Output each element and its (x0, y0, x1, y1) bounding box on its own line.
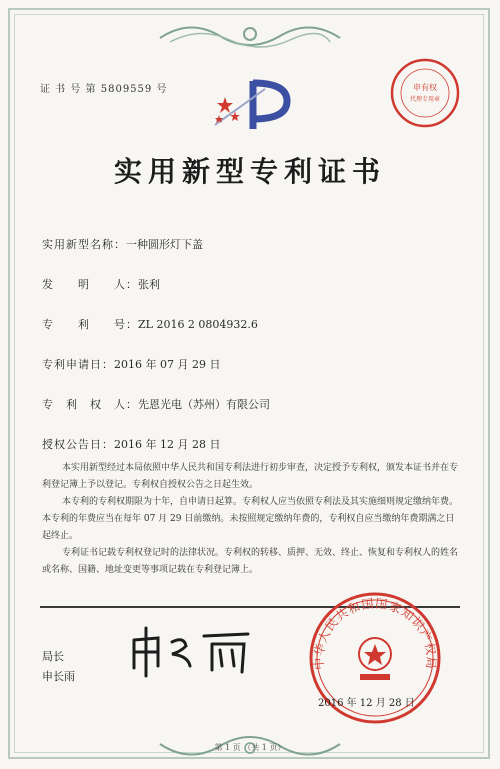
field-patent-number (42, 316, 258, 332)
certificate-number-value: 5809559 (100, 84, 153, 95)
field-value: 2016 年 12 月 28 日 (114, 438, 221, 451)
field-label: 专 利 号： (42, 318, 138, 331)
field-grant-date (42, 436, 220, 452)
certificate-body (42, 460, 462, 579)
patent-office-emblem (205, 75, 295, 135)
director-title: 局长 (42, 650, 64, 663)
field-label: 发 明 人： (42, 278, 138, 291)
field-value: 2016 年 07 月 29 日 (114, 358, 221, 371)
field-application-date (42, 356, 220, 372)
seal-text: 中华人民共和国国家知识产权局 (311, 596, 439, 671)
field-value: 一种圆形灯下盖 (126, 238, 203, 251)
svg-text:代理专用章: 代理专用章 (409, 96, 441, 103)
field-patentee (42, 396, 270, 412)
field-utility-model-name (42, 236, 203, 252)
body-paragraph: 本专利的专利权期限为十年，自申请日起算。专利权人应当依照专利法及其实施细则规定缴纳年费。本专利的年费应当在每年 07 月 29 日前缴纳。未按照规定缴纳年费的，专利权自应当缴纳年费期满之日起终止。 (42, 497, 459, 541)
top-ornament (150, 18, 350, 52)
field-label: 专 利 权 人： (42, 398, 138, 411)
field-inventor (42, 276, 160, 292)
field-label: 专利申请日： (42, 358, 114, 371)
director-name: 申长雨 (42, 670, 75, 683)
certificate-title: 实用新型专利证书 (113, 155, 386, 188)
field-label: 授权公告日： (42, 438, 114, 451)
body-paragraph: 专利证书记载专利权登记时的法律状况。专利权的转移、质押、无效、终止、恢复和专利权人的姓名或名称、国籍、地址变更等事项记载在专利登记簿上。 (42, 548, 459, 575)
certificate-number (40, 80, 167, 95)
field-value: 先恩光电（苏州）有限公司 (138, 398, 270, 411)
certificate-number-label: 证 书 号 第 (40, 84, 97, 95)
svg-text:申有权: 申有权 (413, 83, 437, 92)
agent-stamp (388, 56, 462, 130)
page-footer: 第 1 页 （共 1 页） (214, 743, 286, 752)
director-signature (128, 622, 268, 678)
certificate-number-suffix: 号 (156, 84, 168, 95)
field-value: 张利 (138, 278, 160, 291)
field-label: 实用新型名称： (42, 238, 126, 251)
seal-date: 2016 年 12 月 28 日 (318, 698, 415, 709)
body-paragraph: 本实用新型经过本局依照中华人民共和国专利法进行初步审查，决定授予专利权，颁发本证书并在专利登记簿上予以登记。专利权自授权公告之日起生效。 (42, 463, 459, 490)
field-value: ZL 2016 2 0804932.6 (138, 318, 258, 331)
